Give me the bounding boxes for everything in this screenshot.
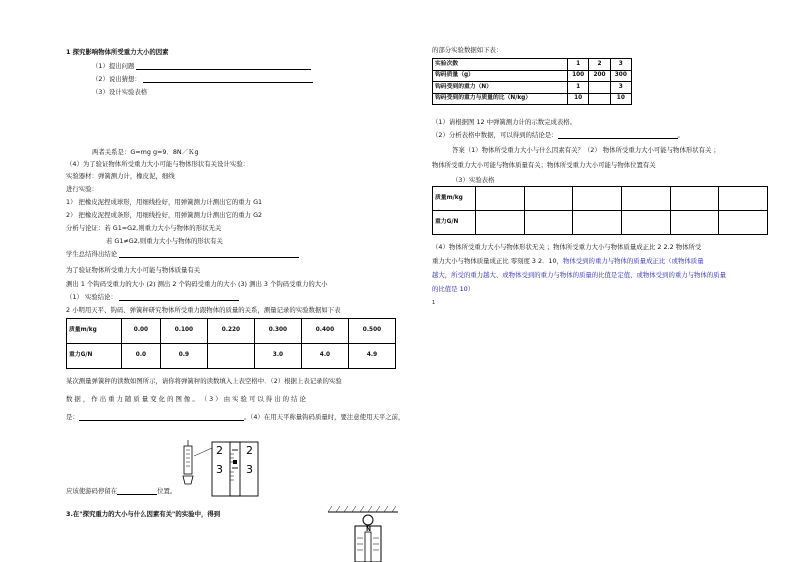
table-cell: 实验次数	[433, 59, 568, 71]
table-row	[433, 187, 768, 211]
answer-line-2: 物体所受重力大小可能与物体质量有关；物体所受重力大小可能与物体位置有关	[432, 161, 656, 169]
table-cell: 钩码受到的重力（N）	[433, 82, 568, 94]
answer-4a: （4）物体所受重力大小与物体形状无关 ；物体所受重力大小与物体质量成正比 2 2.2 物体所受	[432, 243, 702, 251]
after-table-2: 数 据 ， 作 出 重 力 随 质 量 变 化 的 图 像 。 （ 3 ） 由 实 验 可 以 得 出 的 结 论	[66, 395, 306, 403]
table-cell-empty[interactable]	[476, 187, 525, 211]
table-cell: 0.500	[348, 319, 395, 344]
analysis-text-2: 若 G1≠G2,则重力大小与物体的形状有关	[106, 237, 223, 245]
spring-scale-illustration	[172, 438, 262, 498]
q1-step1-blank[interactable]	[136, 69, 311, 70]
after-table-3	[66, 413, 404, 421]
table-cell: 10	[568, 93, 589, 105]
after-table-3-label: 是：	[66, 413, 79, 421]
table-cell-empty[interactable]	[573, 187, 622, 211]
formula-line: 两者关系是：G=mg g=9．8N／Ｋg	[92, 148, 199, 156]
answer-4b	[432, 257, 704, 265]
measure-text: 测出 1 个钩码受重力的大小 (2) 测出 2 个钩码受重力的大小 (3) 测出 3 个钩码受重力的大小	[66, 280, 328, 288]
answer-4d: 的比值是 10）	[432, 285, 475, 293]
table-cell: 4.0	[301, 344, 348, 369]
answer-4b-blue: 物体受到的重力与物体的质量成正比（或物体质量	[563, 257, 704, 265]
q1-title: 1 探究影响物体所受重力大小的因素	[66, 48, 169, 56]
table-cell: 0.9	[160, 344, 207, 369]
unit-label: N	[366, 526, 372, 533]
q1-step1	[92, 62, 311, 70]
right-q1: （1）请根据图 12 中弹簧测力计的示数完成表格。	[432, 118, 577, 126]
footnote-mark: 1	[432, 300, 436, 306]
blank-experiment-table	[432, 186, 768, 235]
q1-step2	[92, 75, 313, 83]
table-cell: 4.9	[348, 344, 395, 369]
table-cell: 0.300	[254, 319, 301, 344]
table-cell: 300	[610, 70, 631, 82]
student-summary-label: 学生总结得出结论	[66, 250, 118, 258]
scale-label: 3	[246, 463, 253, 476]
table-cell: 0.00	[122, 319, 161, 344]
table-row	[433, 82, 632, 94]
table-cell: 1	[568, 59, 589, 71]
table-cell-empty[interactable]	[621, 211, 670, 235]
conclusion-line	[66, 293, 239, 301]
table-cell-empty[interactable]	[589, 93, 610, 105]
student-summary-blank[interactable]	[119, 257, 299, 258]
table-cell-empty[interactable]	[670, 211, 719, 235]
conclusion-answer-blank[interactable]	[79, 420, 244, 421]
right-q2-blank[interactable]	[558, 138, 678, 139]
analysis-text: 分析与论证：若 G1=G2,则重力大小与物体的形状无关	[66, 224, 222, 232]
table-cell-empty[interactable]	[621, 187, 670, 211]
q1-step1-label: （1）提出问题	[92, 62, 135, 70]
table-cell: 0.220	[207, 319, 254, 344]
adjust-line	[66, 487, 176, 495]
after-table-1: 某次测量弹簧秤的读数如图所示，请你将弹簧秤的读数填入上表空格中．（2）根据上表记录的实验	[66, 377, 342, 385]
table-cell: 3	[610, 59, 631, 71]
table-cell-empty[interactable]	[719, 187, 768, 211]
conclusion-blank[interactable]	[119, 300, 239, 301]
table-row-label: 重力G/N	[433, 211, 476, 235]
proceed-text: 进行实验：	[66, 185, 98, 193]
table-cell-empty[interactable]	[524, 211, 573, 235]
table-cell: 10	[610, 93, 631, 105]
student-summary	[66, 250, 299, 258]
table-cell: 2	[589, 59, 610, 71]
right-q2	[432, 131, 684, 139]
table-row	[67, 319, 396, 344]
q3-text: 3.在"探究重力的大小与什么因素有关"的实验中，得到	[66, 510, 221, 518]
q2-text: 2 小明用天平、钩码、弹簧秤研究物体所受重力跟物体的质量的关系，测量记录的实验数据如下表	[66, 306, 341, 314]
table-row	[433, 211, 768, 235]
adjust-suffix: 位置。	[157, 487, 177, 495]
table-row	[67, 344, 396, 369]
table-row	[433, 70, 632, 82]
table-row-label: 质量m/kg	[67, 319, 122, 344]
answer-4b-text: 重力大小与物体质量成正比 零刻度 3 2．10，	[432, 257, 563, 265]
table-cell: 3.0	[254, 344, 301, 369]
right-q2-period: 。	[677, 131, 684, 139]
mass-weight-table	[66, 318, 396, 369]
conclusion-label: （1） 实验结论：	[66, 293, 117, 301]
step-b: 2） 把橡皮泥捏成条形，用细线拴好，用弹簧测力计测出它的重力 G2	[66, 211, 263, 219]
experiment-table	[432, 58, 632, 105]
right-intro: 的部分实验数据如下表：	[432, 46, 503, 54]
table-cell-empty[interactable]	[573, 211, 622, 235]
q1-step2-label: （2）说出猜想：	[92, 75, 141, 83]
table-cell: 3	[610, 82, 631, 94]
table-cell-empty[interactable]	[524, 187, 573, 211]
equipment-text: 实验器材：弹簧测力计，橡皮泥，细线	[66, 172, 175, 180]
hanging-scale-illustration	[326, 502, 406, 562]
table-cell: 1	[568, 82, 589, 94]
table-cell: 0.100	[160, 319, 207, 344]
table-row	[433, 59, 632, 71]
item4-text: （4）为了验证物体所受重力大小可能与物体形状有关设计实验：	[66, 160, 250, 168]
scale-label: 2	[246, 444, 253, 457]
after-table-3-rest: 。（4）在用天平称量钩码质量时，要注意使用天平之前，	[243, 413, 405, 421]
q1-step3: （3）设计实验表格	[92, 88, 148, 96]
adjust-blank[interactable]	[117, 494, 157, 495]
table-row-label: 重力G/N	[67, 344, 122, 369]
table-row	[433, 93, 632, 105]
scale-label: 2	[216, 444, 223, 457]
answer-line-3: （3）实验表格	[452, 176, 495, 184]
table-cell-empty[interactable]	[719, 211, 768, 235]
table-cell: 钩码受到的重力与质量的比（N/kg）	[433, 93, 568, 105]
table-cell-empty[interactable]	[207, 344, 254, 369]
table-cell: 0.0	[122, 344, 161, 369]
table-cell-empty[interactable]	[476, 211, 525, 235]
table-row-label: 质量m/kg	[433, 187, 476, 211]
table-cell: 200	[589, 70, 610, 82]
q1-step2-blank[interactable]	[143, 82, 313, 83]
answer-4c: 越大，所受的重力越大、或物体受到的重力与物体的质量的比值是定值、或物体受到的重力与物体的质量	[432, 271, 726, 279]
table-cell: 0.400	[301, 319, 348, 344]
right-q2-label: （2）分析表格中数据，可以得到的结论是：	[432, 131, 558, 139]
adjust-label: 应该使游码停留在	[66, 487, 118, 495]
step-a: 1） 把橡皮泥捏成球形，用细线拴好，用弹簧测力计测出它的重力 G1	[66, 198, 263, 206]
table-cell: 100	[568, 70, 589, 82]
table-cell: 钩码质量（g）	[433, 70, 568, 82]
table-cell-empty[interactable]	[589, 82, 610, 94]
answer-line-1: 答案（1）物体所受重力大小与什么因素有关？（2） 物体所受重力大小可能与物体形状有关 ；	[452, 146, 720, 154]
scale-label: 3	[216, 463, 223, 476]
verify-mass-text: 为了验证物体所受重力大小可能与物体质量有关	[66, 266, 201, 274]
table-cell-empty[interactable]	[670, 187, 719, 211]
